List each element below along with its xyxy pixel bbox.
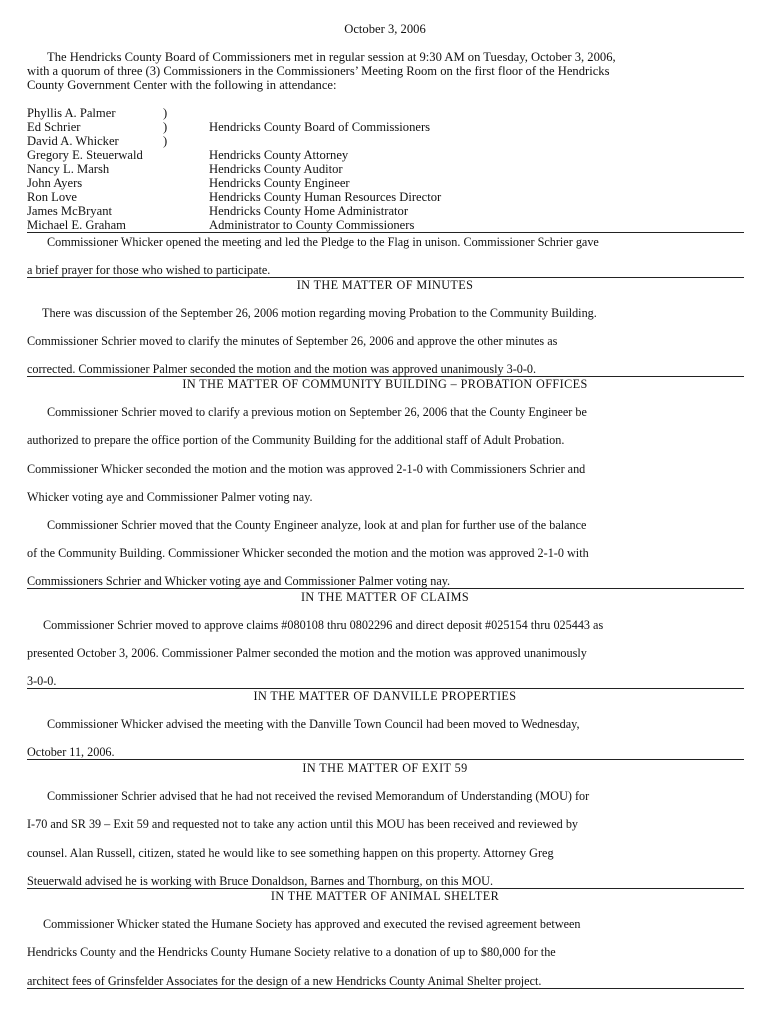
intro-line: County Government Center with the following in attendance: — [27, 78, 337, 92]
section-heading: IN THE MATTER OF MINUTES — [296, 278, 474, 292]
body-line: Commissioner Schrier moved to approve claims #080108 thru 0802296 and direct deposit #025154 thru 025443 as — [43, 618, 604, 632]
attendee-role: Hendricks County Attorney — [209, 148, 349, 162]
body-line: Commissioner Whicker seconded the motion and the motion was approved 2-1-0 with Commissioners Schrier and — [27, 462, 586, 476]
body-line: of the Community Building. Commissioner Whicker seconded the motion and the motion was approved 2-1-0 with — [27, 546, 589, 560]
attendee-bracket: ) — [163, 106, 168, 120]
body-line: Commissioner Whicker advised the meeting with the Danville Town Council had been moved to Wednesday, — [47, 717, 580, 731]
divider — [27, 588, 744, 589]
body-line: Commissioner Schrier moved to clarify a previous motion on September 26, 2006 that the County Engineer be — [47, 405, 587, 419]
attendee-name: Michael E. Graham — [27, 218, 126, 232]
attendee-role: Hendricks County Engineer — [209, 176, 350, 190]
attendee-role: Administrator to County Commissioners — [209, 218, 415, 232]
body-line: Commissioner Schrier moved that the County Engineer analyze, look at and plan for further use of the balance — [47, 518, 587, 532]
attendee-name: Ed Schrier — [27, 120, 81, 134]
body-line: Steuerwald advised he is working with Bruce Donaldson, Barnes and Thornburg, on this MOU. — [27, 874, 493, 888]
body-line: There was discussion of the September 26, 2006 motion regarding moving Probation to the Community Building. — [42, 306, 597, 320]
attendee-name: James McBryant — [27, 204, 112, 218]
opening-line: a brief prayer for those who wished to participate. — [27, 263, 271, 277]
attendee-name: Ron Love — [27, 190, 78, 204]
divider — [27, 759, 744, 760]
body-line: Whicker voting aye and Commissioner Palmer voting nay. — [27, 490, 313, 504]
body-line: I-70 and SR 39 – Exit 59 and requested not to take any action until this MOU has been received and reviewed by — [27, 817, 579, 831]
body-line: presented October 3, 2006. Commissioner Palmer seconded the motion and the motion was approved unanimously — [27, 646, 587, 660]
section-heading: IN THE MATTER OF DANVILLE PROPERTIES — [253, 689, 517, 703]
body-line: Commissioner Whicker stated the Humane Society has approved and executed the revised agreement between — [43, 917, 581, 931]
divider — [27, 988, 744, 989]
section-heading: IN THE MATTER OF CLAIMS — [300, 590, 470, 604]
opening-line: Commissioner Whicker opened the meeting and led the Pledge to the Flag in unison. Commissioner Schrier gave — [47, 235, 599, 249]
section-heading: IN THE MATTER OF COMMUNITY BUILDING – PROBATION OFFICES — [182, 377, 588, 391]
section-heading: IN THE MATTER OF ANIMAL SHELTER — [270, 889, 500, 903]
intro-line: with a quorum of three (3) Commissioners in the Commissioners’ Meeting Room on the first floor of the Hendricks — [27, 64, 610, 78]
attendee-role: Hendricks County Auditor — [209, 162, 343, 176]
attendee-name: John Ayers — [27, 176, 83, 190]
body-line: October 11, 2006. — [27, 745, 115, 759]
attendee-name: Nancy L. Marsh — [27, 162, 110, 176]
attendee-role: Hendricks County Home Administrator — [209, 204, 409, 218]
body-line: authorized to prepare the office portion of the Community Building for the additional staff of Adult Probation. — [27, 433, 565, 447]
body-line: Commissioner Schrier advised that he had not received the revised Memorandum of Understanding (MOU) for — [47, 789, 590, 803]
meeting-date: October 3, 2006 — [344, 22, 426, 36]
intro-line: The Hendricks County Board of Commissioners met in regular session at 9:30 AM on Tuesday, October 3, 2006, — [47, 50, 616, 64]
body-line: Commissioners Schrier and Whicker voting aye and Commissioner Palmer voting nay. — [27, 574, 451, 588]
section-heading: IN THE MATTER OF EXIT 59 — [302, 761, 468, 775]
attendee-name: David A. Whicker — [27, 134, 119, 148]
body-line: corrected. Commissioner Palmer seconded the motion and the motion was approved unanimously 3-0-0. — [27, 362, 537, 376]
body-line: counsel. Alan Russell, citizen, stated he would like to see something happen on this property. Attorney Greg — [27, 846, 554, 860]
body-line: Hendricks County and the Hendricks County Humane Society relative to a donation of up to $80,000 for the — [27, 945, 556, 959]
divider — [27, 232, 744, 233]
body-line: 3-0-0. — [27, 674, 57, 688]
attendee-role: Hendricks County Board of Commissioners — [209, 120, 431, 134]
body-line: architect fees of Grinsfelder Associates for the design of a new Hendricks County Animal Shelter project. — [27, 974, 542, 988]
attendee-name: Gregory E. Steuerwald — [27, 148, 143, 162]
attendee-bracket: ) — [163, 134, 168, 148]
body-line: Commissioner Schrier moved to clarify the minutes of September 26, 2006 and approve the other minutes as — [27, 334, 558, 348]
attendee-role: Hendricks County Human Resources Director — [209, 190, 442, 204]
attendee-name: Phyllis A. Palmer — [27, 106, 116, 120]
attendee-bracket: ) — [163, 120, 168, 134]
